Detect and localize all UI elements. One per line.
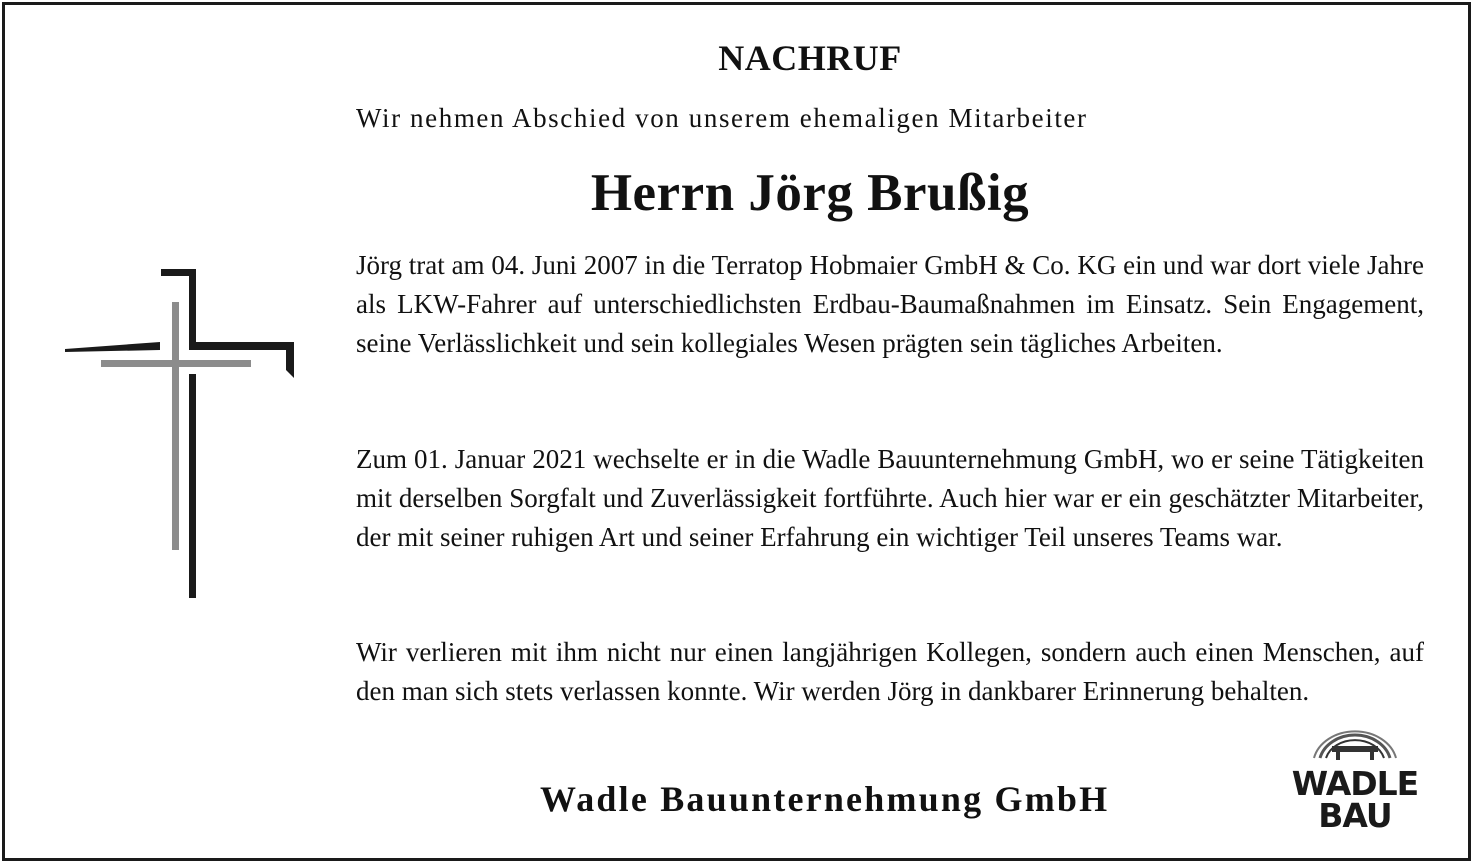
company-logo [1280,720,1430,835]
bridge-arc-icon [1280,720,1430,770]
notice-intro: Wir nehmen Abschied von unserem ehemaligen Mitarbeiter [356,103,1088,133]
deceased-name: Herrn Jörg Brußig [590,164,1030,222]
notice-heading: NACHRUF [718,38,902,78]
cross-dark-right-arm [189,342,294,350]
paragraph-farewell: Wir verlieren mit ihm nicht nur einen langjährigen Kollegen, sondern auch einen Menschen, auf den man sich stets verlassen konnte. Wir werden Jörg in dankbarer Erinnerung behalten. [356,637,1424,706]
cross-dark-vertical-lower [189,374,196,598]
cross-gray-vertical [172,302,179,550]
cross-dark-right-end [286,342,294,378]
logo-text-bau: BAU [1318,796,1392,835]
cross-dark-vertical [189,269,196,347]
company-signature: Wadle Bauunternehmung GmbH [540,779,1110,819]
logo-text-wadle: WADLE [1291,764,1419,803]
paragraph-career: Jörg trat am 04. Juni 2007 in die Terratop Hobmaier GmbH & Co. KG ein und war dort viele Jahre als LKW-Fahrer auf unterschiedlichsten Erdbau-Baumaßnahmen im Einsatz. Sein Engagement, seine Verlässlichkeit und sein kollegiales Wesen prägten sein tägliches Arbeiten. [356,250,1424,358]
cross-icon [60,262,300,607]
cross-dark-left-arm [65,342,160,352]
cross-gray-horizontal [101,360,251,367]
paragraph-wadle: Zum 01. Januar 2021 wechselte er in die Wadle Bauunternehmung GmbH, wo er seine Tätigkeiten mit derselben Sorgfalt und Zuverlässigkeit fortführte. Auch hier war er ein geschätzter Mitarbeiter, der mit seiner ruhigen Art und seiner Erfahrung ein wichtiger Teil unseres Teams war. [356,444,1424,552]
